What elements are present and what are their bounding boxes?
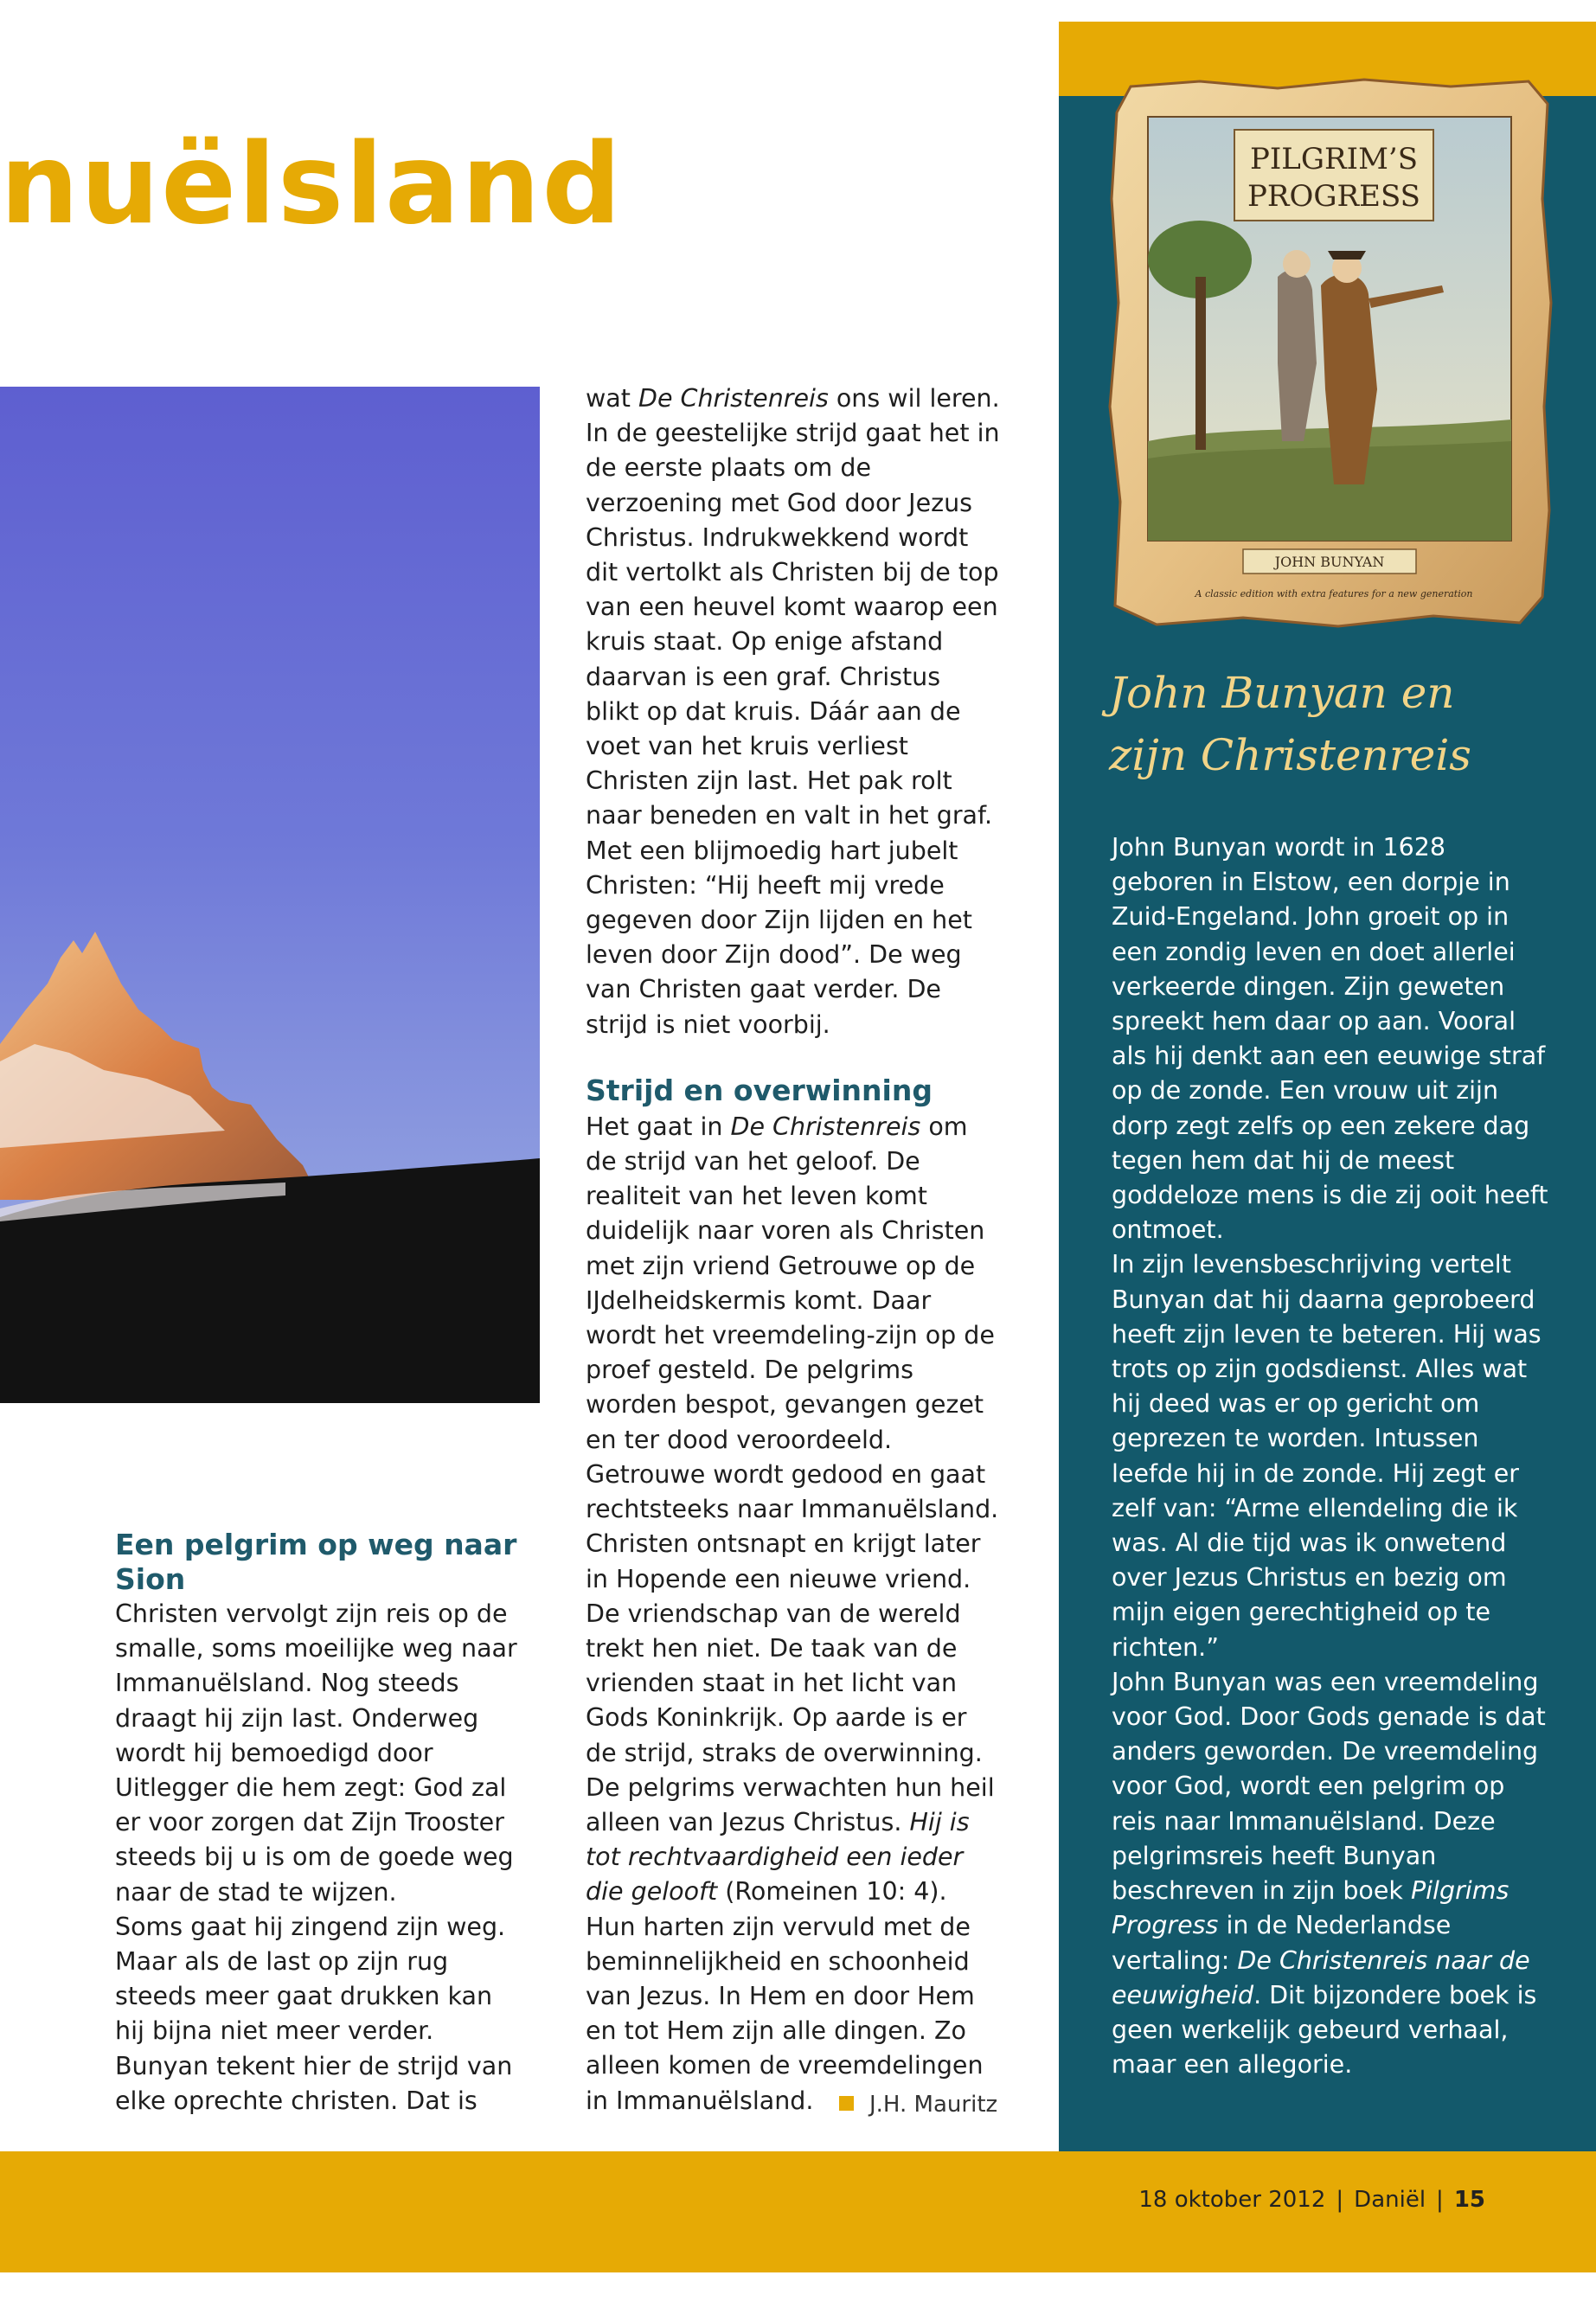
book-author: JOHN BUNYAN bbox=[1274, 554, 1385, 570]
article-column-1 bbox=[115, 1528, 522, 2118]
paragraph: wat De Christenreis ons wil leren. In de geestelijke strijd gaat het in de eerste plaats om de verzoening met God door Jezus Christus. Indrukwekkend wordt dit vertolkt als Christen bij de top van een heuvel komt waarop een kruis staat. Op enige afstand daarvan is een graf. Christus blikt op dat kruis. Dáár aan de voet van het kruis verliest Christen zijn last. Het pak rolt naar beneden en valt in het graf. Met een blijmoedig hart jubelt Christen: “Hij heeft mij vrede gegeven door Zijn lijden en het leven door Zijn dood”. De weg van Christen gaat verder. De strijd is niet voorbij. bbox=[586, 384, 1000, 1039]
page-footer: 18 oktober 2012 | Daniël | 15 bbox=[1138, 2187, 1485, 2213]
sidebar-title: John Bunyan en zijn Christenreis bbox=[1109, 668, 1471, 780]
book-cover-image bbox=[1105, 78, 1554, 631]
book-title-line2: PROGRESS bbox=[1247, 179, 1420, 214]
issue-date: 18 oktober 2012 bbox=[1138, 2187, 1326, 2213]
mountain-photo bbox=[0, 387, 540, 1403]
paragraph: Christen vervolgt zijn reis op de smalle, soms moeilijke weg naar Immanuëlsland. Nog steeds draagt hij zijn last. Onderweg wordt hij bemoedigd door Uitlegger die hem zegt: God zal er voor zorgen dat Zijn Trooster steeds bij u is om de goede weg naar de stad te wijzen. bbox=[115, 1599, 517, 1907]
square-bullet-icon bbox=[839, 2096, 854, 2111]
paragraph: John Bunyan wordt in 1628 geboren in Elstow, een dorpje in Zuid-Engeland. John groeit op in een zondig leven en doet allerlei verkeerde dingen. Zijn geweten spreekt hem daar op aan. Vooral als hij denkt aan een eeuwige straf op de zonde. Een vrouw uit zijn dorp zegt zelfs op een zekere dag tegen hem dat hij de meest goddeloze mens is die zij ooit heeft ontmoet. bbox=[1112, 833, 1548, 1245]
book-title-line1: PILGRIM’S bbox=[1250, 142, 1418, 176]
paragraph: In zijn levensbeschrijving vertelt Bunyan dat hij daarna geprobeerd heeft zijn leven te beteren. Hij was trots op zijn godsdienst. Alles wat hij deed was er op gericht om geprezen te worden. Intussen leefde hij in de zonde. Hij zegt er zelf van: “Arme ellendeling die ik was. Al die tijd was ik onwetend over Jezus Christus en bezig om mijn eigen gerechtigheid op te richten.” bbox=[1112, 1250, 1542, 1662]
paragraph: Soms gaat hij zingend zijn weg. Maar als de last op zijn rug steeds meer gaat drukken kan hij bijna niet meer verder. Bunyan tekent hier de strijd van elke oprechte christen. Dat is bbox=[115, 1912, 513, 2115]
section-heading: Een pelgrim op weg naar Sion bbox=[115, 1528, 517, 1596]
paragraph: Het gaat in De Christenreis om de strijd van het geloof. De realiteit van het leven komt duidelijk naar voren als Christen met zijn vriend Getrouwe op de IJdelheidskermis komt. Daar wordt het vreemdeling-zijn op de proef gesteld. De pelgrims worden bespot, gevangen gezet en ter dood veroordeeld. Getrouwe wordt gedood en gaat rechtsteeks naar Immanuëlsland. Christen ontsnapt en krijgt later in Hopende een nieuwe vriend. De vriendschap van de wereld trekt hen niet. De taak van de vrienden staat in het licht van Gods Koninkrijk. Op aarde is er de strijd, straks de overwinning. De pelgrims verwachten hun heil alleen van Jezus Christus. Hij is tot rechtvaardigheid een ieder die gelooft (Romeinen 10: 4). Hun harten zijn vervuld met de beminnelijkheid en schoonheid van Jezus. In Hem en door Hem en tot Hem zijn alle dingen. Zo alleen komen de vreemdelingen in Immanuëlsland. bbox=[586, 1112, 999, 2115]
magazine-name: Daniël bbox=[1354, 2187, 1426, 2213]
sidebar-text bbox=[1112, 830, 1553, 2082]
page-title: nuëlsland bbox=[0, 120, 624, 249]
author-byline: J.H. Mauritz bbox=[839, 2092, 997, 2118]
article-column-2 bbox=[586, 381, 1001, 2118]
book-tagline: A classic edition with extra features for a new generation bbox=[1195, 588, 1473, 599]
section-heading: Strijd en overwinning bbox=[586, 1073, 933, 1107]
page-number: 15 bbox=[1453, 2187, 1485, 2213]
paragraph: John Bunyan was een vreemdeling voor God. Door Gods genade is dat anders geworden. De vreemdeling voor God, wordt een pelgrim op reis naar Immanuëlsland. Deze pelgrimsreis heeft Bunyan beschreven in zijn boek Pilgrims Progress in de Nederlandse vertaling: De Christenreis naar de eeuwigheid. Dit bijzondere boek is geen werkelijk gebeurd verhaal, maar een allegorie. bbox=[1112, 1667, 1546, 2080]
